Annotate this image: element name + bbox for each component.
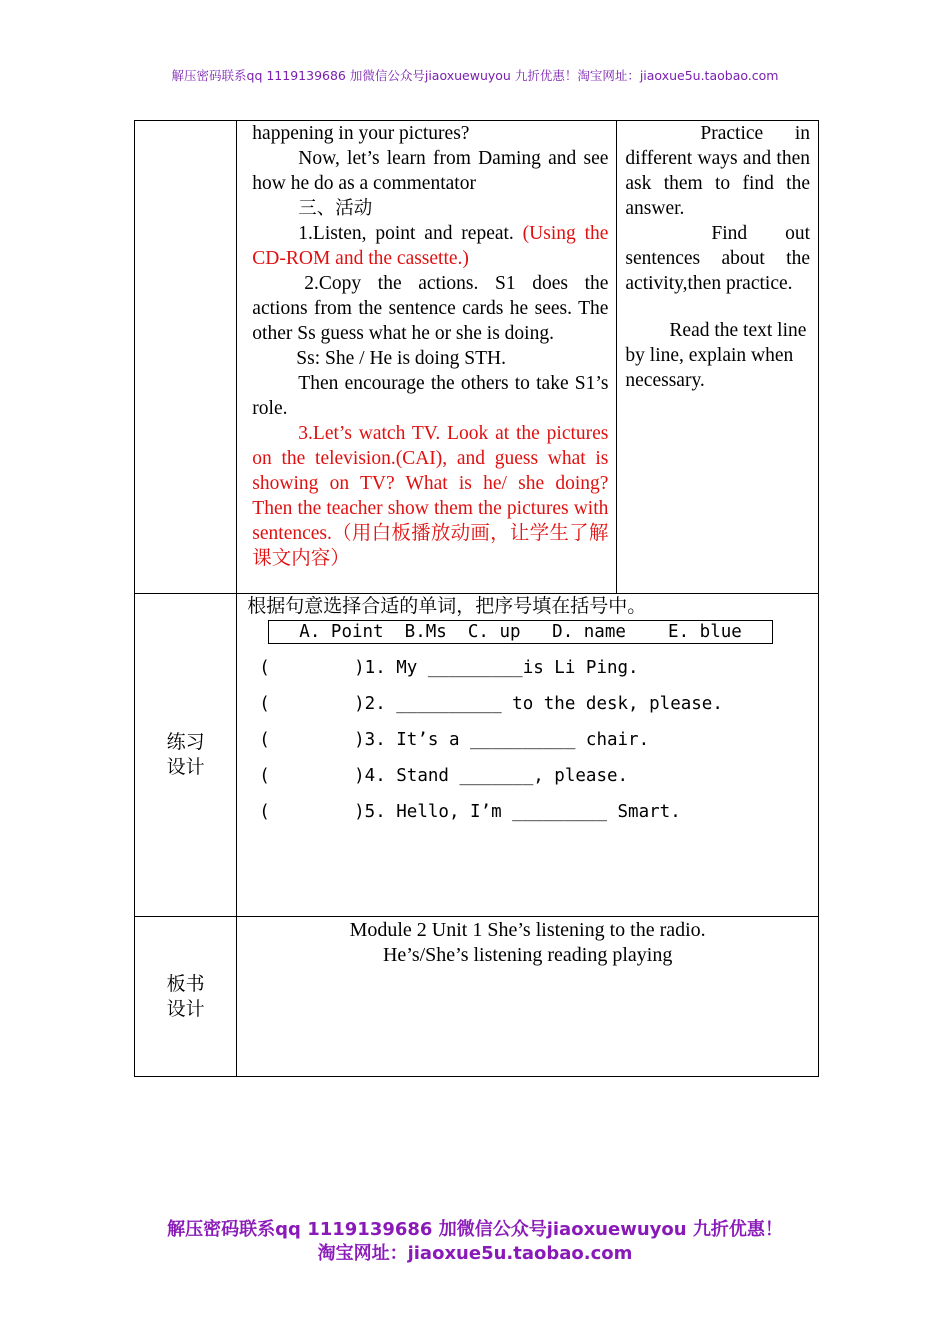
- notes-cell: [617, 121, 819, 594]
- activity-step-1: [252, 221, 608, 271]
- practice-label-cell: [135, 594, 237, 917]
- practice-content-cell: [237, 594, 819, 917]
- procedure-content-cell: [237, 121, 617, 594]
- question-3: ( )3. It’s a __________ chair.: [259, 730, 650, 750]
- activity-dialog: Ss: She / He is doing STH.: [296, 348, 506, 369]
- board-line-1: Module 2 Unit 1 She’s listening to the radio.: [349, 919, 706, 941]
- question-1: ( )1. My _________is Li Ping.: [259, 658, 639, 678]
- activity-section-heading: 三、活动: [298, 198, 373, 219]
- note-1: Practice in different ways and then ask them to find the answer.: [625, 123, 810, 219]
- board-label-cell: [135, 917, 237, 1077]
- procedure-label-cell: [135, 121, 237, 594]
- exercise-instruction: 根据句意选择合适的单词，把序号填在括号中。: [247, 595, 647, 617]
- board-label-2: 设计: [166, 997, 205, 1020]
- header-watermark-text: 解压密码联系qq 1119139686 加微信公众号jiaoxuewuyou 九折优惠！淘宝网址：jiaoxue5u.taobao.com: [171, 68, 779, 83]
- procedure-para-2: Now, let’s learn from Daming and see how he do as a commentator: [252, 148, 609, 194]
- question-5: ( )5. Hello, I’m _________ Smart.: [259, 802, 681, 822]
- procedure-line-1: happening in your pictures?: [252, 123, 470, 144]
- board-content-cell: [237, 917, 819, 1077]
- question-2: ( )2. __________ to the desk, please.: [259, 694, 723, 714]
- question-4: ( )4. Stand _______, please.: [259, 766, 629, 786]
- answer-options-box: A. Point B.Ms C. up D. name E. blue: [268, 620, 773, 644]
- footer-line-1: 解压密码联系qq 1119139686 加微信公众号jiaoxuewuyou 九折优惠！: [167, 1219, 783, 1240]
- note-2: Find out sentences about the activity,then practice.: [625, 223, 810, 294]
- activity-encourage: Then encourage the others to take S1’s role.: [252, 373, 609, 419]
- procedure-row: [135, 121, 819, 594]
- step-1-text: 1.Listen, point and repeat.: [298, 223, 523, 244]
- practice-label-2: 设计: [166, 756, 205, 778]
- step-1-note: (Using the CD-ROM and the cassette.): [252, 223, 609, 269]
- practice-label-1: 练习: [166, 731, 205, 753]
- footer-line-2: 淘宝网址：jiaoxue5u.taobao.com: [317, 1243, 633, 1264]
- activity-step-3: 3.Let’s watch TV. Look at the pictures on the television.(CAI), and guess what is showing on TV? What is he/ she doing? Then the teacher show them the pictures with sentences.（用白板播放动画，让学生了解课文内容）: [252, 423, 609, 569]
- board-line-2: He’s/She’s listening reading playing: [382, 944, 673, 966]
- lesson-plan-table: [134, 120, 819, 1077]
- footer-watermark: [0, 1218, 950, 1266]
- board-row: [135, 917, 819, 1077]
- practice-row: [135, 594, 819, 917]
- activity-step-2: 2.Copy the actions. S1 does the actions from the sentence cards he sees. The other Ss guess what he or she is doing.: [252, 273, 609, 344]
- note-3: Read the text line by line, explain when necessary.: [625, 320, 807, 391]
- board-label-1: 板书: [166, 972, 205, 995]
